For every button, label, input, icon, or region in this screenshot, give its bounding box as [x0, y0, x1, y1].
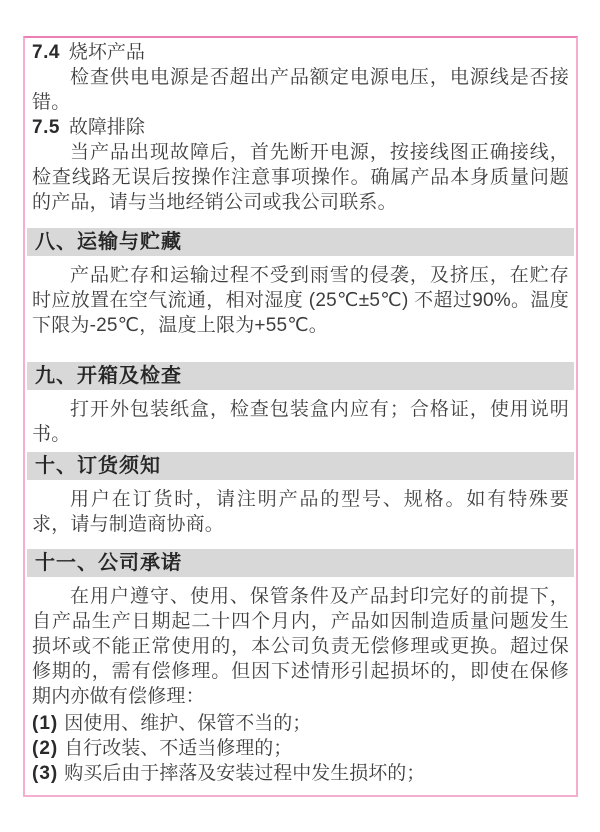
- section-10-header-bar: 十、订货须知: [27, 452, 574, 480]
- section-11-header-bar: 十一、公司承诺: [27, 549, 574, 577]
- item-text: 自行改装、不适当修理的；: [64, 738, 293, 759]
- warranty-exclusion-item: [32, 761, 569, 786]
- item-text: 购买后由于摔落及安装过程中发生损坏的；: [64, 763, 426, 784]
- section-7-5-title: 故障排除: [68, 117, 145, 138]
- item-text: 因使用、维护、保管不当的；: [64, 713, 312, 734]
- section-8-header-bar: 八、运输与贮藏: [27, 228, 574, 256]
- section-7-5-number: 7.5: [32, 117, 60, 138]
- item-marker: (2): [32, 738, 59, 759]
- section-7-4-number: 7.4: [32, 42, 60, 63]
- section-7-5-heading: [32, 115, 569, 140]
- warranty-exclusion-item: [32, 711, 569, 736]
- section-9-paragraph: 打开外包装纸盒，检查包装盒内应有；合格证，使用说明书。: [32, 399, 569, 445]
- warranty-exclusion-list: [32, 711, 569, 786]
- section-8-paragraph: 产品贮存和运输过程不受到雨雪的侵袭，及挤压，在贮存时应放置在空气流通，相对湿度 (25℃±5℃) 不超过90%。温度下限为-25℃，温度上限为+55℃。: [32, 265, 569, 336]
- section-11-paragraph: 在用户遵守、使用、保管条件及产品封印完好的前提下，自产品生产日期起二十四个月内，产品如因制造质量问题发生损坏或不能正常使用的，本公司负责无偿修理或更换。超过保修期的，需有偿修理。但因下述情形引起损坏的，即使在保修期内亦做有偿修理：: [32, 586, 569, 707]
- section-7-5-paragraph: 当产品出现故障后，首先断开电源，按接线图正确接线，检查线路无误后按操作注意事项操作。确属产品本身质量问题的产品，请与当地经销公司或我公司联系。: [32, 142, 569, 213]
- item-marker: (3): [32, 763, 59, 784]
- section-10-paragraph: 用户在订货时，请注明产品的型号、规格。如有特殊要求，请与制造商协商。: [32, 489, 569, 535]
- warranty-exclusion-item: [32, 736, 569, 761]
- section-9-header-bar: 九、开箱及检查: [27, 362, 574, 390]
- item-marker: (1): [32, 713, 59, 734]
- section-7-4-heading: [32, 40, 569, 65]
- section-7-4-title: 烧坏产品: [68, 42, 145, 63]
- section-7-4-paragraph: 检查供电电源是否超出产品额定电源电压，电源线是否接错。: [32, 67, 569, 113]
- manual-page-frame: [23, 36, 578, 797]
